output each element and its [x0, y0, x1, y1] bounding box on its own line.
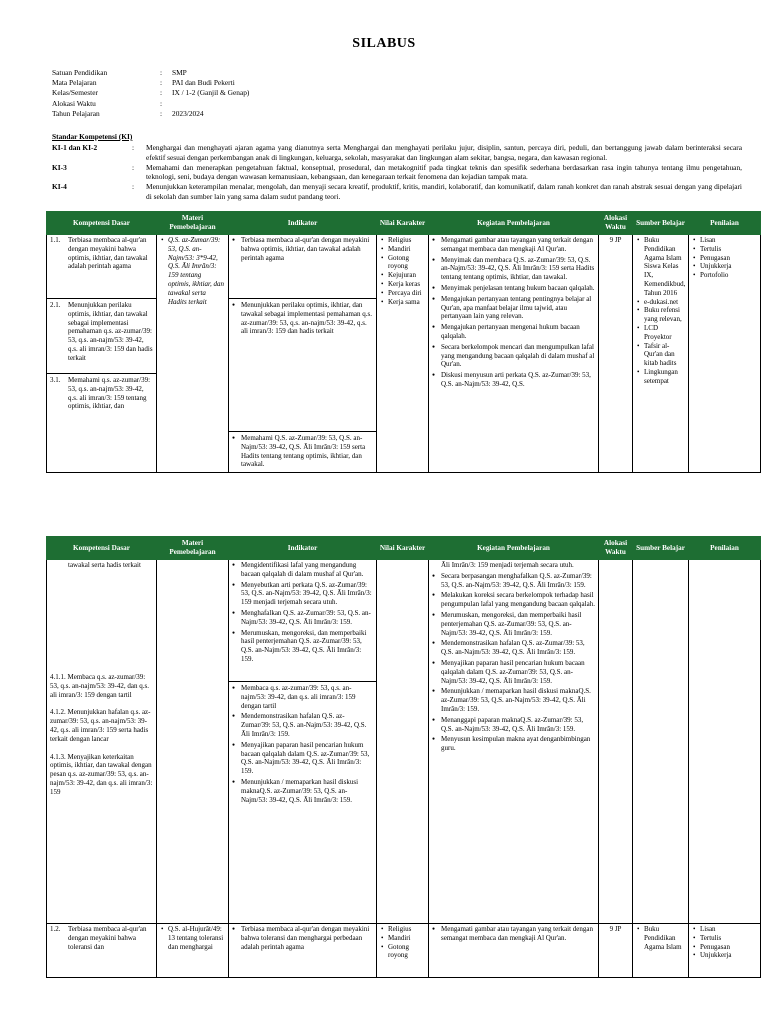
header-nilai-karakter: Nilai Karakter [377, 537, 429, 560]
nilai-item: • Mandiri [388, 245, 425, 254]
kegiatan-item: ● Mengamati gambar atau tayangan yang terkait dengan semangat membaca dan mengkaji Al Qur'an. [441, 236, 595, 254]
materi-cell [157, 235, 229, 473]
indikator-item: ● Mengidentifikasi lafal yang mengandung bacaan qalqalah di dalam mushaf al Qur'an. [241, 561, 373, 579]
kegiatan-item: ● Menyusun kesimpulan makna ayat denganbimbingan guru. [441, 735, 595, 753]
header-penilaian: Penilaian [689, 537, 761, 560]
kd-sub-item: 4.1.2. Menunjukkan hafalan q.s. az-zumar/39: 53, q.s. an-najm/53: 39-42, q.s. ali imran/3: 159 serta hadis terkait dengan lancar [50, 708, 151, 743]
penilaian-item: • Unjukkerja [700, 262, 757, 271]
kd-number: 1.1. [50, 236, 61, 244]
kegiatan-item: ● Mendemonstrasikan hafalan Q.S. az-Zumar/39: 53, Q.S. an-Najm/53: 39-42, Q.S. Āli Imrān/3: 159. [441, 639, 595, 657]
alokasi-cell [599, 560, 633, 924]
penilaian-item: • Lisan [700, 236, 757, 245]
nilai-item: • Religius [388, 925, 425, 934]
kegiatan-item: ● Secara berpasangan menghafalkan Q.S. az-Zumar/39: 53, Q.S. an-Najm/53: 39-42, Q.S. Āli Imrān/3: 159. [441, 572, 595, 590]
kegiatan-item: ● Menyimak dan membaca Q.S. az-Zumar/39: 53, Q.S. an-Najm/53: 39-42, Q.S. Āli Imrān/3: 159 serta Hadits tentang tentang optimis, ikhtiar, dan tawakal. [441, 256, 595, 282]
alokasi-cell: 9 JP [599, 235, 633, 473]
sumber-cell [633, 235, 689, 473]
table-row [47, 924, 761, 978]
kd-number: 2.1. [50, 301, 61, 309]
sumber-item: • Lingkungan setempat [644, 368, 685, 386]
sk-text: Menunjukkan keterampilan menalar, mengolah, dan menyaji secara kreatif, produktif, kritis, mandiri, kolaboratif, dan komunikatif, dalam ranah konkret dan ranah abstrak sesuai dengan yang dipelajari di sekolah dan sumber lain yang sama dalam sudut pandang teori. [146, 182, 742, 201]
sumber-cell [633, 924, 689, 978]
meta-label: Tahun Pelajaran [52, 108, 100, 118]
syllabus-table-2 [46, 536, 761, 978]
kd-sub-item: 4.1.1. Membaca q.s. az-zumar/39: 53, q.s. an-najm/53: 39-42, dan q.s. ali imran/3: 159 dengan tartil [50, 673, 149, 699]
materi-cell [157, 560, 229, 924]
penilaian-item: • Tertulis [700, 245, 757, 254]
meta-row: Alokasi Waktu : [52, 98, 163, 108]
penilaian-item: • Penugasan [700, 254, 757, 263]
indikator-item: ● Menghafalkan Q.S. az-Zumar/39: 53, Q.S. an-Najm/53: 39-42, Q.S. Āli Imrān/3: 159. [241, 609, 373, 627]
sumber-cell [633, 560, 689, 924]
kd-number: 3.1. [50, 376, 61, 384]
meta-row: Mata Pelajaran : PAI dan Budi Pekerti [52, 78, 235, 88]
meta-value: 2023/2024 [172, 108, 204, 118]
sumber-item: • Buku refensi yang relevan, [644, 306, 685, 324]
kd-text: Terbiasa membaca al-qur'an dengan meyakini bahwa optimis, ikhtiar, dan tawakal adalah perintah agama [68, 236, 148, 271]
sk-heading: Standar Kompetensi (KI) [52, 132, 133, 141]
kegiatan-item: ● Menunjukkan / memaparkan hasil diskusi maknaQ.S. az-Zumar/39: 53, Q.S. an-Najm/53: 39-42, Q.S. Āli Imrān/3: 159. [441, 687, 595, 713]
header-materi: Materi Pemebelajaran [157, 537, 229, 560]
table-header-row [47, 537, 761, 560]
penilaian-item: • Unjukkerja [700, 951, 757, 960]
nilai-cell [377, 560, 429, 924]
indikator-item: ● Menunjukkan / memaparkan hasil diskusi maknaQ.S. az-Zumar/39: 53, Q.S. an-Najm/53: 39-42, Q.S. Āli Imrān/3: 159. [241, 778, 373, 804]
kd-number: 1.2. [50, 925, 61, 933]
sk-code: KI-1 dan KI-2 [52, 143, 98, 153]
meta-label: Satuan Pendidikan [52, 68, 108, 77]
kegiatan-item: ● Menyimak penjelasan tentang hukum bacaan qalqalah. [441, 284, 595, 293]
kegiatan-item: ● Mengajukan pertanyaan mengenai hukum bacaan qalqalah. [441, 323, 595, 341]
materi-cell [157, 924, 229, 978]
sumber-item: • LCD Proyektor [644, 324, 685, 342]
kegiatan-cell [429, 924, 599, 978]
kegiatan-cell [429, 560, 599, 924]
nilai-item: • Gotong royong [388, 254, 425, 272]
nilai-cell [377, 235, 429, 473]
penilaian-item: • Portofolio [700, 271, 757, 280]
table-row [47, 560, 761, 924]
header-alokasi: Alokasi Waktu [599, 537, 633, 560]
kegiatan-continuation: Āli Imrān/3: 159 menjadi terjemah secara utuh. [441, 561, 574, 569]
meta-row: Satuan Pendidikan : SMP [52, 68, 187, 77]
syllabus-table-1 [46, 211, 761, 473]
nilai-item: • Kejujuran [388, 271, 425, 280]
indikator-item: ● Memahami Q.S. az-Zumar/39: 53, Q.S. an-Najm/53: 39-42, Q.S. Āli Imrān/3: 159 serta Hadits tentang tentang optimis, ikhtiar, dan tawakal. [241, 434, 373, 469]
meta-label: Alokasi Waktu [52, 98, 96, 108]
sumber-item: • Tafsir al-Qur'an dan kitab hadits [644, 342, 685, 368]
kd-text: Memahami q.s. az-zumar/39: 53, q.s. an-najm/53: 39-42, q.s. ali imran/3: 159 tentang optimis, ikhtiar, dan [68, 376, 151, 411]
sk-text: Menghargai dan menghayati ajaran agama yang dianutnya serta Menghargai dan menghayati perilaku jujur, disiplin, santun, percaya diri, peduli, dan bertanggung jawab dalam berinteraksi secara efektif sesuai dengan perkembangan anak di lingkungan, keluarga, sekolah, masyarakat dan lingkungan alam sekitar, bangsa, negara, dan kawasan regional. [146, 143, 742, 162]
kegiatan-item: ● Mengajukan pertanyaan tentang pentingnya belajar al Qur'an, apa manfaat belajar ilmu tajwid, atau pertanyaan lain yang relevan. [441, 295, 595, 321]
indikator-item: ● Mendemonstrasikan hafalan Q.S. az-Zumar/39: 53, Q.S. an-Najm/53: 39-42, Q.S. Āli Imrān/3: 159. [241, 712, 373, 738]
indikator-cell [229, 235, 377, 473]
penilaian-cell [689, 235, 761, 473]
sumber-item: • Buku Pendidikan Agama Islam [644, 925, 685, 951]
penilaian-item: • Penugasan [700, 943, 757, 952]
sumber-item: • Buku Pendidikan Agama Islam Siswa Kelas IX, Kemendikbud, Tahun 2016 [644, 236, 685, 298]
document-metadata [52, 68, 249, 119]
kd-sub-item: 4.1.3. Menyajikan keterkaitan optimis, ikhtiar, dan tawakal dengan pesan q.s. az-zumar/39: 53, q.s. an-najm/53: 39-42, dan q.s. ali imran/3: 159 [50, 752, 153, 796]
kegiatan-item: ● Menanggapi paparan maknaQ.S. az-Zumar/39: 53, Q.S. an-Najm/53: 39-42, Q.S. Āli Imrān/3: 159. [441, 716, 595, 734]
kegiatan-cell [429, 235, 599, 473]
indikator-item: ● Merumuskan, mengoreksi, dan memperbaiki hasil penterjemahan Q.S. az-Zumar/39: 53, Q.S. an-Najm/53: 39-42, Q.S. Āli Imrān/3: 159. [241, 629, 373, 664]
materi-item: • Q.S. al-Hujurāt/49: 13 tentang toleransi dan menghargai [168, 925, 225, 951]
meta-label: Kelas/Semester [52, 88, 98, 98]
indikator-item: ● Menyajikan paparan hasil pencarian hukum bacaan qalqalah dalam Q.S. az-Zumar/39: 53, Q.S. an-Najm/53: 39-42, Q.S. Āli Imrān/3: 159. [241, 741, 373, 776]
nilai-item: • Kerja sama [388, 298, 425, 307]
header-sumber: Sumber Belajar [633, 212, 689, 235]
header-indikator: Indikator [229, 212, 377, 235]
materi-item: • Q.S. az-Zumar/39: 53, Q.S. an-Najm/53: 3*9-42, Q.S. Āli Imrān/3: 159 tentang optimis, ikhtiar, dan tawakal serta Hadits terkait [168, 236, 225, 306]
indikator-item: ● Menyebutkan arti perkata Q.S. az-Zumar/39: 53, Q.S. an-Najm/53: 39-42, Q.S. Āli Imrān/3: 159 menjadi terjemah secara utuh. [241, 581, 373, 607]
meta-label: Mata Pelajaran [52, 78, 97, 88]
header-kompetensi-dasar: Kompetensi Dasar [47, 212, 157, 235]
indikator-item: ● Menunjukkan perilaku optimis, ikhtiar, dan tawakal sebagai implementasi pemahaman q.s. az-zumar/39: 53, q.s. an-najm/53: 39-42, q.s. ali imran/3: 159 dan hadis terkait [241, 301, 373, 336]
sumber-item: • e-dukasi.net [644, 298, 685, 307]
kegiatan-item: ● Secara berkelompok mencari dan mengumpulkan lafal yang mengandung bacaan qalqalah di dalam mushaf al Qur'an. [441, 343, 595, 369]
header-kegiatan: Kegiatan Pembelajaran [429, 537, 599, 560]
header-alokasi: Alokasi Waktu [599, 212, 633, 235]
alokasi-cell: 9 JP [599, 924, 633, 978]
nilai-item: • Gotong royong [388, 943, 425, 961]
sk-row: KI-4 : Menunjukkan keterampilan menalar, mengolah, dan menyaji secara kreatif, produktif, kritis, mandiri, kolaboratif, dan komunikatif, dalam ranah konkret dan ranah abstrak sesuai dengan yang dipelajari di sekolah dan sumber lain yang sama dalam sudut pandang teori. [52, 182, 742, 201]
page-title: SILABUS [352, 36, 416, 51]
meta-value: PAI dan Budi Pekerti [172, 78, 235, 88]
nilai-item: • Kerja keras [388, 280, 425, 289]
indikator-cell [229, 924, 377, 978]
nilai-item: • Religius [388, 236, 425, 245]
header-kompetensi-dasar: Kompetensi Dasar [47, 537, 157, 560]
kegiatan-item: ● Mengamati gambar atau tayangan yang terkait dengan semangat membaca dan mengkaji Al Qur'an. [441, 925, 595, 943]
table-header-row [47, 212, 761, 235]
penilaian-item: • Lisan [700, 925, 757, 934]
sk-code: KI-4 [52, 182, 67, 192]
header-nilai-karakter: Nilai Karakter [377, 212, 429, 235]
kd-cell [47, 560, 157, 924]
kd-cell [47, 924, 157, 978]
kd-cell [47, 235, 157, 473]
table-row [47, 235, 761, 473]
kd-text: tawakal serta hadis terkait [68, 561, 141, 569]
penilaian-cell [689, 560, 761, 924]
header-materi: Materi Pemebelajaran [157, 212, 229, 235]
nilai-item: • Percaya diri [388, 289, 425, 298]
kegiatan-item: ● Diskusi menyusun arti perkata Q.S. az-Zumar/39: 53, Q.S. an-Najm/53: 39-42, Q.S. [441, 371, 595, 389]
penilaian-item: • Tertulis [700, 934, 757, 943]
sk-text: Memahami dan menerapkan pengetahuan faktual, konseptual, prosedural, dan metakognitif pada tingkat teknis dan spesifik sederhana berdasarkan rasa ingin tahunya tentang ilmu pengetahuan, teknologi, seni, budaya dengan wawasan kemanusiaan, kebangsaan, dan kenegaraan terkait fenomena dan kejadian tampak mata. [146, 162, 742, 182]
kd-text: Menunjukkan perilaku optimis, ikhtiar, dan tawakal sebagai implementasi pemahaman q.s. az-zumar/39: 53, q.s. an-najm/53: 39-42, q.s. ali imran/3: 159 dan hadis terkait [68, 301, 153, 362]
indikator-cell [229, 560, 377, 924]
meta-row: Kelas/Semester : IX / 1-2 (Ganjil & Genap) [52, 88, 250, 98]
indikator-item: ● Terbiasa membaca al-qur'an dengan meyakini bahwa toleransi dan menghargai perbedaan adalah perintah agama [241, 925, 373, 951]
header-indikator: Indikator [229, 537, 377, 560]
nilai-item: • Mandiri [388, 934, 425, 943]
header-kegiatan: Kegiatan Pembelajaran [429, 212, 599, 235]
penilaian-cell [689, 924, 761, 978]
sk-row: KI-3 : Memahami dan menerapkan pengetahuan faktual, konseptual, prosedural, dan metakognitif pada tingkat teknis dan spesifik sederhana berdasarkan rasa ingin tahunya tentang ilmu pengetahuan, teknologi, seni, budaya dengan wawasan kemanusiaan, kebangsaan, dan kenegaraan terkait fenomena dan kejadian tampak mata. [52, 162, 742, 182]
kegiatan-item: ● Menyajikan paparan hasil pencarian hukum bacaan qalqalah dalam Q.S. az-Zumar/39: 53, Q.S. an-Najm/53: 39-42, Q.S. Āli Imrān/3: 159. [441, 659, 595, 685]
kd-text: Terbiasa membaca al-qur'an dengan meyakini bahwa toleransi dan [68, 925, 147, 951]
kegiatan-item: ● Melakukan koreksi secara berkelompok terhadap hasil pengumpulan lafal yang mengandung bacaan qalqalah. [441, 591, 595, 609]
nilai-cell [377, 924, 429, 978]
indikator-item: ● Terbiasa membaca al-qur'an dengan meyakini bahwa optimis, ikhtiar, dan tawakal adalah perintah agama [241, 236, 373, 262]
meta-row: Tahun Pelajaran : 2023/2024 [52, 108, 204, 118]
sk-code: KI-3 [52, 162, 67, 172]
header-penilaian: Penilaian [689, 212, 761, 235]
standar-kompetensi [52, 132, 742, 202]
header-sumber: Sumber Belajar [633, 537, 689, 560]
kegiatan-item: ● Merumuskan, mengoreksi, dan memperbaiki hasil penterjemahan Q.S. az-Zumar/39: 53, Q.S. an-Najm/53: 39-42, Q.S. Āli Imrān/3: 159. [441, 611, 595, 637]
indikator-item: ● Membaca q.s. az-zumar/39: 53, q.s. an-najm/53: 39-42, dan q.s. ali imran/3: 159 dengan tartil [241, 684, 373, 710]
meta-value: SMP [172, 68, 187, 77]
sk-row: KI-1 dan KI-2 : Menghargai dan menghayati ajaran agama yang dianutnya serta Menghargai dan menghayati perilaku jujur, disiplin, santun, percaya diri, peduli, dan bertanggung jawab dalam berinteraksi secara efektif sesuai dengan perkembangan anak di lingkungan, keluarga, sekolah, masyarakat dan lingkungan alam sekitar, bangsa, negara, dan kawasan regional. [52, 143, 742, 162]
meta-value: IX / 1-2 (Ganjil & Genap) [172, 88, 250, 98]
